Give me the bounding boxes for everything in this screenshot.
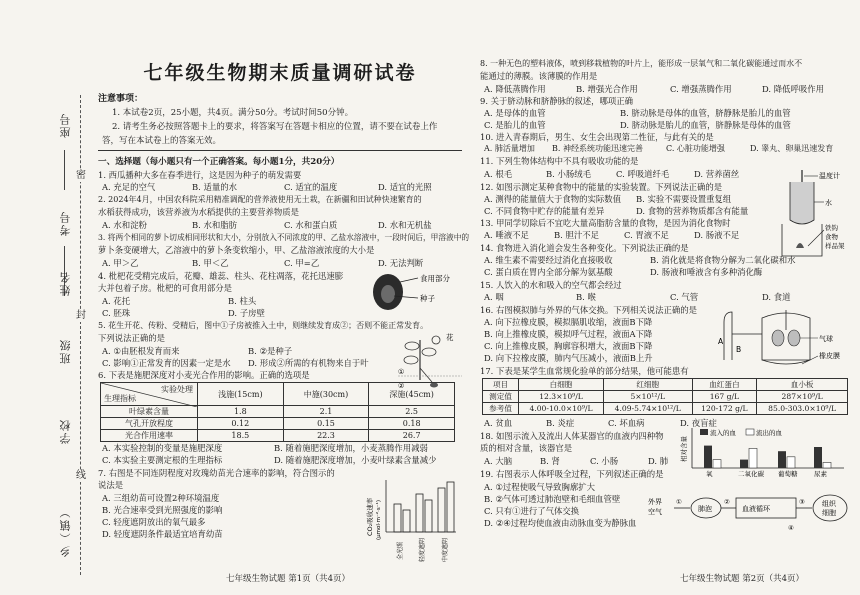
- q17-cell: 4.00-10.0×10⁹/L: [519, 403, 604, 415]
- q17-header: 红细胞: [603, 379, 692, 391]
- resp-num-2: ②: [724, 498, 730, 506]
- q3-option-d: D. 无法判断: [378, 258, 424, 268]
- legend-out-swatch: [746, 429, 754, 435]
- calorimeter-figure: [768, 168, 848, 260]
- table-row: [483, 379, 848, 391]
- resp-label-circulation: 血液循环: [742, 505, 770, 513]
- q12-option-d: D. 食物的营养物质都含有能量: [636, 206, 749, 216]
- q18-option-d: D. 肺: [648, 456, 669, 466]
- cut-mark-1: 密: [76, 170, 86, 181]
- resp-num-4: ④: [788, 524, 794, 532]
- q6-header-treatment: 实验处理: [161, 385, 193, 394]
- q15-stem: 15. 人饮入的水和吸入的空气都会经过: [480, 280, 622, 290]
- loquat-label-seed: 种子: [420, 294, 435, 303]
- q17-cell: 4.09-5.74×10¹²/L: [603, 403, 692, 415]
- cut-mark-2: 封: [76, 310, 86, 321]
- q6-header-index: 生理指标: [104, 394, 136, 403]
- legend-in-swatch: [700, 429, 708, 435]
- table-row: [101, 406, 455, 418]
- bar18-in-bar: [704, 446, 712, 468]
- q11-option-c: C. 呼吸道纤毛: [616, 169, 670, 179]
- co2-bar-light-1: [416, 494, 423, 532]
- q9-option-b: B. 脐动脉是母体的血管，脐静脉是胎儿的血管: [620, 108, 791, 118]
- resp-label-tissue-1: 组织: [822, 500, 836, 508]
- flame-icon: [796, 243, 804, 248]
- q6-option-d: D. 随着施肥深度增加，小麦叶绿素含量减少: [274, 455, 437, 465]
- lung-label-a: A: [718, 337, 724, 346]
- q2-stem-2: 水稻获得成功，该营养液为水稻提供的主要营养物质是: [98, 207, 299, 217]
- q12-option-b: B. 实验不需要设置重复组: [636, 194, 732, 204]
- q11-stem: 11. 下列生物体结构中不具有吸收功能的是: [480, 156, 639, 166]
- q17-cell: 测定值: [483, 391, 519, 403]
- bar18-out-bar: [823, 462, 831, 468]
- q18-option-b: B. 肾: [540, 456, 560, 466]
- q6-cell: 26.7: [369, 430, 455, 442]
- bar18-cat-co2: 二氧化碳: [738, 470, 764, 478]
- calorimeter-label-thermo: 温度计: [819, 172, 840, 180]
- q17-option-d: D. 夜盲症: [680, 418, 717, 428]
- table-row: [101, 430, 455, 442]
- school-label: 学校: [59, 418, 72, 444]
- q6-cell: 0.12: [198, 418, 284, 430]
- q17-cell: 5×10¹²/L: [603, 391, 692, 403]
- q17-header: 白细胞: [519, 379, 604, 391]
- q8-option-d: D. 降低呼吸作用: [762, 84, 824, 94]
- q17-option-c: C. 坏血病: [608, 418, 645, 428]
- balloon-right-shape: [788, 330, 800, 346]
- q8-stem: 8. 一种无色的塑料液体，喷到移栽植物的叶片上，能形成一层氧气和二氧化碳能通过而水不: [480, 59, 803, 68]
- q5-stem-2: 下列说法正确的是: [98, 333, 165, 343]
- q6-cell: 22.3: [283, 430, 369, 442]
- q4-stem: 4. 枇杷花受精完成后，花瓣、雄蕊、柱头、花柱凋落，花托迅速膨: [98, 271, 344, 281]
- q4-stem-2: 大并包着子房。枇杷的可食用部分是: [98, 283, 232, 293]
- calorimeter-label-water: 水: [825, 199, 832, 207]
- resp-label-outside-1: 外界: [648, 498, 662, 506]
- q6-col-deep: 深施(45cm): [369, 383, 455, 406]
- table-row: [483, 391, 848, 403]
- q1-option-b: B. 适量的水: [192, 182, 237, 192]
- q4-option-a: A. 花托: [102, 296, 131, 306]
- exam-no-label: 考号: [59, 210, 72, 236]
- co2-cat-1: 全光照: [397, 541, 404, 560]
- q10-option-a: A. 肺活量增加: [484, 144, 535, 153]
- legend-out-label: 流出的血: [756, 429, 782, 437]
- q17-option-a: A. 贫血: [484, 418, 513, 428]
- q5-option-b: B. ②是种子: [248, 346, 293, 356]
- tissue-cell-shape: [813, 495, 847, 521]
- q10-option-b: B. 神经系统功能迅速完善: [552, 144, 643, 153]
- q9-option-c: C. 是胎儿的血管: [484, 120, 546, 130]
- q3-stem-2: 萝卜条变硬增大，乙溶液中的萝卜条变软缩小，甲、乙盐溶液浓度的大小是: [98, 245, 375, 255]
- q7-option-c: C. 轻度遮阴放出的氧气最多: [102, 517, 206, 527]
- q16-option-b: B. 向上推橡皮膜，模拟呼气过程，液面A下降: [484, 329, 653, 339]
- name-label: 姓名: [59, 270, 72, 296]
- q6-cell: 18.5: [198, 430, 284, 442]
- q1-option-c: C. 适宜的温度: [284, 182, 338, 192]
- q2-option-b: B. 水和脂肪: [192, 220, 237, 230]
- note-2: 2. 请考生务必按照答题卡上的要求，将答案写在答题卡相应的位置，请不要在试卷上作: [112, 122, 438, 132]
- co2-bar-full-1: [394, 504, 401, 532]
- q19-option-d: D. ②④过程均使血液由动脉血变为静脉血: [484, 518, 637, 528]
- q8-option-b: B. 增强光合作用: [576, 84, 638, 94]
- calorimeter-label-stand-2: 食物: [825, 233, 838, 241]
- bar18-ylabel: 相对含量: [680, 436, 688, 462]
- page-1: [98, 0, 470, 595]
- q18-option-c: C. 小肠: [590, 456, 619, 466]
- q19-option-c: C. 只有①进行了气体交换: [484, 506, 580, 516]
- q17-header: 血小板: [757, 379, 848, 391]
- blood-content-chart: [680, 426, 848, 478]
- peanut-label-flower: 花: [446, 333, 454, 342]
- test-tube-shape: [790, 182, 814, 224]
- q2-stem: 2. 2024年4月，中国农科院采用精准调配的营养液使用无土栽，在新疆和田试种快速繁育的: [98, 195, 422, 204]
- seat-underline: [64, 150, 65, 190]
- q17-stem: 17. 下表是某学生血常规化验单的部分结果，他可能患有: [480, 366, 689, 376]
- q16-option-d: D. 向下拉橡皮膜，肺内气压减小，液面B上升: [484, 353, 653, 363]
- co2-chart-ylabel: CO₂吸收速率: [366, 497, 374, 536]
- q15-option-a: A. 咽: [484, 292, 504, 302]
- class-label: 班级: [59, 338, 72, 364]
- exam-title: 七年级生物期末质量调研试卷: [143, 62, 417, 84]
- q19-option-b: B. ②气体可透过肺泡壁和毛细血管壁: [484, 494, 621, 504]
- bar18-cat-oxygen: 氧: [706, 470, 713, 478]
- balloon-left-shape: [772, 330, 784, 346]
- q13-option-a: A. 唾液不足: [484, 230, 529, 240]
- q5-stem: 5. 花生开花、传粉、受精后，图中①子房被推入土中，则继续发育成②；否则不能正常发育。: [98, 321, 429, 330]
- q7-option-a: A. 三组幼苗可设置2种环境温度: [102, 493, 220, 503]
- q17-table: [482, 378, 848, 415]
- q6-row-name: 光合作用速率: [101, 430, 198, 442]
- q9-option-a: A. 是母体的血管: [484, 108, 546, 118]
- lung-label-balloon: 气球: [819, 335, 833, 343]
- q2-option-a: A. 水和淀粉: [102, 220, 147, 230]
- calorimeter-label-stand-3: 样品架: [825, 242, 845, 250]
- bar18-out-bar: [713, 460, 721, 468]
- loquat-label-edible: 食用部分: [420, 274, 450, 283]
- q6-table-corner: [101, 383, 198, 406]
- co2-bar-medium-2: [447, 482, 454, 532]
- q19-option-a: A. ①过程使吸气导致胸廓扩大: [484, 482, 596, 492]
- q17-cell: 120-172 g/L: [692, 403, 757, 415]
- q6-stem: 6. 下表是施肥深度对小麦光合作用的影响。正确的选项是: [98, 370, 310, 380]
- q6-option-c: C. 本实验主要测定根的生理指标: [102, 455, 223, 465]
- q2-option-d: D. 水和无机盐: [378, 220, 432, 230]
- q6-option-b: B. 随着施肥深度增加，小麦蒸腾作用减弱: [274, 443, 428, 453]
- q12-option-c: C. 不同食物中贮存的能量有差异: [484, 206, 605, 216]
- section-1-heading: 一、选择题（每小题只有一个正确答案。每小题1分，共20分）: [98, 157, 340, 167]
- calorimeter-label-stand-1: 铁钩: [825, 224, 838, 232]
- q16-stem: 16. 右图模拟肺与外界的气体交换。下列相关说法正确的是: [480, 305, 697, 315]
- q3-stem: 3. 将两个相同的萝卜切成相同形状和大小，分别放入不同浓度的甲、乙盐水溶液中，一段时间后，甲溶液中的: [98, 233, 470, 242]
- q4-option-d: D. 子房壁: [228, 308, 265, 318]
- notes-rule: [98, 150, 462, 151]
- table-row: [101, 418, 455, 430]
- q17-option-b: B. 炎症: [546, 418, 575, 428]
- q15-option-d: D. 食道: [762, 292, 791, 302]
- bar18-cat-glucose: 葡萄糖: [778, 470, 798, 478]
- q5-option-a: A. ①由胚根发育而来: [102, 346, 180, 356]
- table-row: [483, 403, 848, 415]
- resp-num-1: ①: [676, 498, 682, 506]
- q5-option-c: C. 影响①正常发育的因素一定是水: [102, 358, 231, 368]
- seat-label: 座号: [59, 112, 72, 138]
- q8-option-a: A. 降低蒸腾作用: [484, 84, 546, 94]
- respiration-diagram: [648, 484, 852, 536]
- resp-label-alveolus: 肺泡: [698, 505, 712, 513]
- co2-cat-3: 中度遮阴: [442, 537, 449, 562]
- q12-option-a: A. 测得的能量值大于食物的实际数值: [484, 194, 621, 204]
- co2-chart: [360, 474, 460, 564]
- q6-col-shallow: 浅施(15cm): [198, 383, 284, 406]
- peanut-label-1: ①: [398, 368, 405, 376]
- q1-option-d: D. 适宜的光照: [378, 182, 432, 192]
- footer-page-1: 七年级生物试题 第1页（共4页）: [226, 574, 351, 584]
- q8-stem-2: 能通过的薄膜。该薄膜的作用是: [480, 71, 598, 81]
- q11-option-b: B. 小肠绒毛: [546, 169, 591, 179]
- q6-cell: 1.8: [198, 406, 284, 418]
- cut-mark-3: 线: [76, 470, 86, 481]
- legend-in-label: 流入的血: [710, 429, 736, 437]
- q17-cell: 参考值: [483, 403, 519, 415]
- q7-stem: 7. 右图是不同连阴程度对玫瑰幼苗光合速率的影响，符合图示的: [98, 468, 335, 478]
- q14-option-a: A. 维生素不需要经过消化直接吸收: [484, 255, 613, 265]
- q17-cell: 287×10⁹/L: [757, 391, 848, 403]
- q3-option-b: B. 甲＜乙: [192, 258, 229, 268]
- q12-stem: 12. 如图示测定某种食物中的能量的实验装置。下列说法正确的是: [480, 182, 723, 192]
- q16-option-c: C. 向上推橡皮膜，胸廓容积增大，液面B下降: [484, 341, 653, 351]
- q5-option-d: D. 形成②所需的有机物来自于叶: [248, 358, 369, 368]
- q17-header: 项目: [483, 379, 519, 391]
- q3-option-c: C. 甲=乙: [284, 258, 320, 268]
- q13-option-c: C. 胃液不足: [624, 230, 669, 240]
- bar18-in-bar: [778, 451, 786, 468]
- cut-line: [80, 95, 81, 575]
- q6-cell: 0.15: [283, 418, 369, 430]
- q7-option-d: D. 轻度遮阴条件最适宜培育幼苗: [102, 529, 223, 539]
- q6-cell: 2.5: [369, 406, 455, 418]
- q13-option-d: D. 肠液不足: [694, 230, 740, 240]
- q6-col-medium: 中施(30cm): [283, 383, 369, 406]
- q17-cell: 12.3×10⁹/L: [519, 391, 604, 403]
- q17-cell: 85.0-303.0×10⁹/L: [757, 403, 848, 415]
- bar18-in-bar: [814, 447, 822, 468]
- note-3: 答，写在本试卷上的答案无效。: [102, 136, 222, 146]
- q6-cell: 2.1: [283, 406, 369, 418]
- footer-page-2: 七年级生物试题 第2页（共4页）: [680, 574, 805, 584]
- q19-stem: 19. 右图表示人体呼吸全过程，下列叙述正确的是: [480, 469, 664, 479]
- q9-stem: 9. 关于脐动脉和脐静脉的叙述，哪项正确: [480, 96, 634, 106]
- q14-option-b: B. 消化就是将食物分解为二氧化碳和水: [650, 255, 796, 265]
- town-label: 乡（镇）: [59, 505, 72, 557]
- lung-model-figure: [718, 304, 848, 370]
- loquat-figure: [368, 270, 460, 318]
- q6-row-name: 气孔开放程度: [101, 418, 198, 430]
- notes-heading: 注意事项：: [98, 94, 144, 104]
- page-2: [480, 0, 852, 595]
- resp-label-tissue-2: 细胞: [822, 509, 836, 517]
- q17-cell: 167 g/L: [692, 391, 757, 403]
- q6-cell: 0.18: [369, 418, 455, 430]
- q18-option-a: A. 大脑: [484, 456, 513, 466]
- resp-label-outside-2: 空气: [648, 508, 662, 516]
- q10-stem: 10. 进入青春期后，男生、女生会出现第二性征，与此有关的是: [480, 132, 714, 142]
- q8-option-c: C. 增强蒸腾作用: [670, 84, 732, 94]
- lung-label-membrane: 橡皮膜: [819, 352, 840, 360]
- q6-table: [100, 382, 455, 442]
- q18-stem: 18. 如图示流入及流出人体某器官的血液内四种物: [480, 431, 664, 441]
- lung-label-b: B: [736, 345, 742, 354]
- note-1: 1. 本试卷2页，25小题，共4页。满分50分。考试时间50分钟。: [112, 108, 354, 118]
- bar18-out-bar: [787, 457, 795, 468]
- q14-stem: 14. 食物进入消化道会发生各种变化。下列说法正确的是: [480, 243, 689, 253]
- q15-option-c: C. 气管: [670, 292, 699, 302]
- q13-option-b: B. 胆汁不足: [554, 230, 599, 240]
- q16-option-a: A. 向下拉橡皮膜，模拟膈肌收缩，液面B下降: [484, 317, 653, 327]
- q7-option-b: B. 光合速率受到光照强度的影响: [102, 505, 223, 515]
- q15-option-b: B. 喉: [576, 292, 596, 302]
- q6-row-name: 叶绿素含量: [101, 406, 198, 418]
- q7-stem-2: 说法是: [98, 480, 124, 490]
- q14-option-d: D. 肠液和唾液含有多种消化酶: [650, 267, 763, 277]
- co2-bar-medium-1: [438, 488, 445, 532]
- q10-option-d: D. 睾丸、卵巢迅速发育: [750, 144, 834, 153]
- q9-option-d: D. 脐动脉是胎儿的血管，脐静脉是母体的血管: [620, 120, 791, 130]
- q1-option-a: A. 充足的空气: [102, 182, 156, 192]
- q2-option-c: C. 水和蛋白质: [284, 220, 338, 230]
- bar18-out-bar: [749, 448, 757, 468]
- bar18-in-bar: [740, 460, 748, 468]
- q4-option-b: B. 柱头: [228, 296, 257, 306]
- binding-margin: [0, 0, 100, 595]
- q18-stem-2: 质的相对含量，该器官是: [480, 443, 573, 453]
- q17-header: 血红蛋白: [692, 379, 757, 391]
- q10-option-c: C. 心脏功能增强: [666, 144, 725, 153]
- q11-option-a: A. 根毛: [484, 169, 513, 179]
- co2-cat-2: 轻度遮阴: [419, 537, 426, 562]
- q4-option-c: C. 胚珠: [102, 308, 131, 318]
- loquat-seed-shape: [381, 285, 395, 303]
- peanut-label-2: ②: [398, 382, 405, 390]
- bar18-cat-urea: 尿素: [814, 470, 827, 478]
- q13-stem: 13. 甲同学切除后不宜吃大量高脂肪含量的食物，是因为消化食物时: [480, 218, 731, 228]
- q6-option-a: A. 本实验控制的变量是施肥深度: [102, 443, 223, 453]
- q3-option-a: A. 甲＞乙: [102, 258, 139, 268]
- q1-stem: 1. 西瓜播种大多在春季进行，这是因为种子的萌发需要: [98, 170, 302, 180]
- co2-bar-light-2: [425, 500, 432, 532]
- resp-num-3: ③: [799, 498, 805, 506]
- co2-chart-unit: (μmol·m⁻²·s⁻¹): [376, 500, 382, 540]
- q11-option-d: D. 营养菌丝: [694, 169, 740, 179]
- notes: [98, 92, 462, 148]
- co2-bar-full-2: [403, 510, 410, 532]
- q14-option-c: C. 蛋白质在胃内全部分解为氨基酸: [484, 267, 613, 277]
